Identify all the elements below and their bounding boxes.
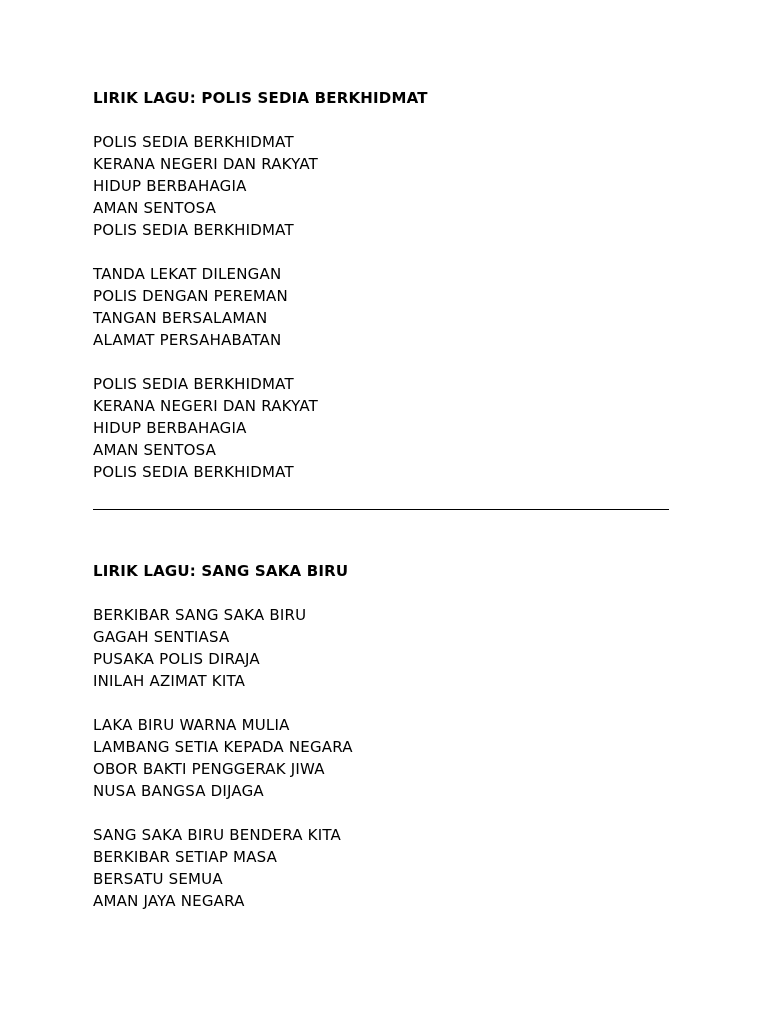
lyric-line: KERANA NEGERI DAN RAKYAT [93,155,319,173]
lyric-line: POLIS SEDIA BERKHIDMAT [93,221,294,239]
lyric-line: BERSATU SEMUA [93,870,223,888]
spacer [93,351,693,373]
song-title-polis-sedia-berkhidmat: LIRIK LAGU: POLIS SEDIA BERKHIDMAT [93,89,428,107]
lyric-line: AMAN JAYA NEGARA [93,892,245,910]
lyric-line: POLIS DENGAN PEREMAN [93,287,288,305]
song1-stanza-3 [93,373,693,483]
lyric-line: HIDUP BERBAHAGIA [93,419,247,437]
spacer [93,692,693,714]
lyric-line: TANGAN BERSALAMAN [93,309,268,327]
lyric-line: NUSA BANGSA DIJAGA [93,782,264,800]
lyric-line: LAMBANG SETIA KEPADA NEGARA [93,738,353,756]
document-page [93,87,693,912]
lyric-line: LAKA BIRU WARNA MULIA [93,716,290,734]
lyric-line: POLIS SEDIA BERKHIDMAT [93,463,294,481]
song2-stanza-1 [93,604,693,692]
lyric-line: OBOR BAKTI PENGGERAK JIWA [93,760,325,778]
song2-stanza-2 [93,714,693,802]
lyric-line: AMAN SENTOSA [93,441,217,459]
song-title-sang-saka-biru: LIRIK LAGU: SANG SAKA BIRU [93,562,349,580]
spacer [93,241,693,263]
lyric-line: HIDUP BERBAHAGIA [93,177,247,195]
lyric-line: TANDA LEKAT DILENGAN [93,265,282,283]
song1-stanza-1 [93,131,693,241]
lyric-line: INILAH AZIMAT KITA [93,672,246,690]
lyric-line: KERANA NEGERI DAN RAKYAT [93,397,319,415]
lyric-line: POLIS SEDIA BERKHIDMAT [93,133,294,151]
lyric-line: AMAN SENTOSA [93,199,217,217]
lyric-line: BERKIBAR SANG SAKA BIRU [93,606,307,624]
lyric-line: SANG SAKA BIRU BENDERA KITA [93,826,342,844]
lyric-line: POLIS SEDIA BERKHIDMAT [93,375,294,393]
lyric-line: ALAMAT PERSAHABATAN [93,331,282,349]
spacer [93,109,693,131]
lyric-line: PUSAKA POLIS DIRAJA [93,650,260,668]
spacer [93,510,693,560]
song2-stanza-3 [93,824,693,912]
spacer [93,582,693,604]
song1-stanza-2 [93,263,693,351]
lyric-line: GAGAH SENTIASA [93,628,230,646]
spacer [93,802,693,824]
lyric-line: BERKIBAR SETIAP MASA [93,848,278,866]
